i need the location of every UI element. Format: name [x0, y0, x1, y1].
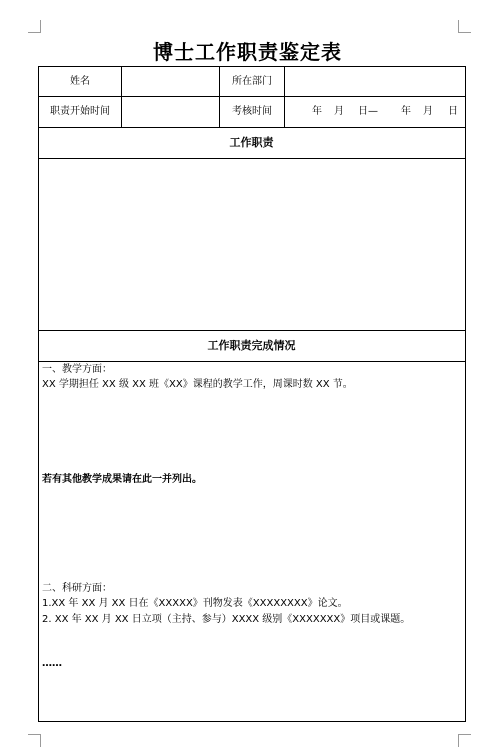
document-title: 博士工作职责鉴定表: [153, 40, 342, 64]
research-line-2: 2. XX 年 XX 月 XX 日立项（主持、参与）XXXX 级别《XXXXXXX》项目或课题。: [42, 614, 411, 625]
date-day-label: 日: [448, 106, 458, 117]
crop-mark-top-right: [458, 20, 471, 33]
review-date-range[interactable]: [285, 97, 464, 127]
completion-header: 工作职责完成情况: [207, 339, 296, 352]
date-month-label: 月: [334, 106, 344, 117]
research-line-1: 1.XX 年 XX 月 XX 日在《XXXXX》刊物发表《XXXXXXXX》论文。: [42, 598, 348, 609]
start-time-value-field[interactable]: [122, 97, 219, 127]
duties-content-field[interactable]: [39, 159, 464, 330]
department-label: 所在部门: [232, 75, 272, 87]
date-year-label: 年: [401, 106, 411, 117]
crop-mark-bottom-right: [458, 734, 471, 747]
date-year-label: 年: [312, 106, 322, 117]
teaching-note: 若有其他教学成果请在此一并列出。: [42, 474, 202, 485]
crop-mark-top-left: [28, 20, 41, 33]
name-label: 姓名: [70, 75, 90, 87]
teaching-line: XX 学期担任 XX 级 XX 班《XX》课程的教学工作，周课时数 XX 节。: [42, 379, 353, 390]
name-value-field[interactable]: [122, 67, 219, 96]
date-month-label: 月: [423, 106, 433, 117]
date-day-label: 日—: [358, 106, 378, 117]
teaching-heading: 一、教学方面：: [42, 364, 112, 375]
department-value-field[interactable]: [285, 67, 464, 96]
crop-mark-bottom-left: [28, 734, 41, 747]
start-time-label: 职责开始时间: [50, 106, 110, 117]
ellipsis: ……: [42, 658, 62, 669]
research-heading: 二、科研方面：: [42, 583, 112, 594]
review-time-label: 考核时间: [232, 106, 272, 117]
duties-header: 工作职责: [229, 136, 274, 149]
